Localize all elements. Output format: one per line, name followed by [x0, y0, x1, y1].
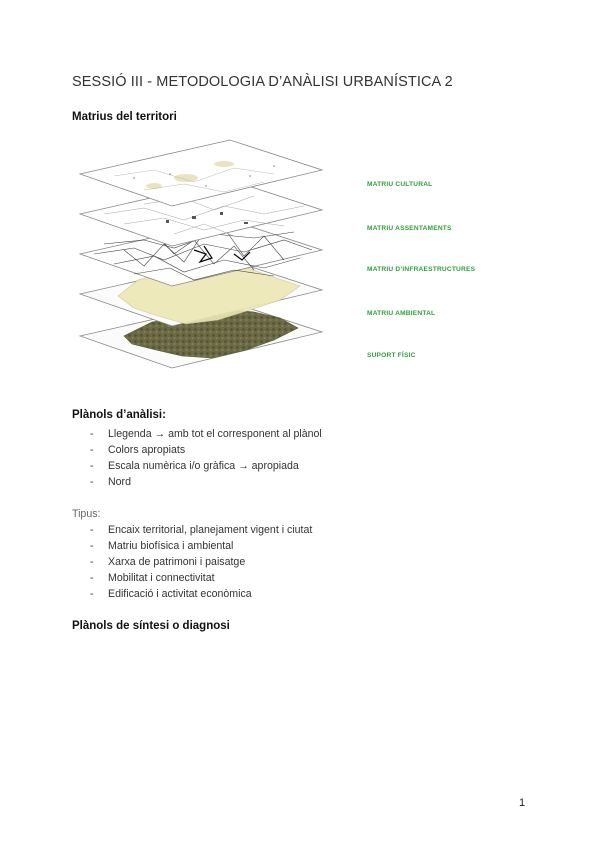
list-item: - Escala numèrica i/o gràfica → apropiada: [90, 458, 322, 474]
label-matriu-cultural: MATRIU CULTURAL: [367, 181, 433, 188]
territory-layers-figure: [74, 136, 514, 376]
section-heading-sintesi: Plànols de síntesi o diagnosi: [72, 620, 230, 632]
layers-illustration: [74, 136, 514, 376]
page-number: 1: [519, 797, 526, 809]
label-matriu-infraestructures: MATRIU D’INFRAESTRUCTURES: [367, 266, 476, 273]
list-item: - Llegenda → amb tot el corresponent al plànol: [90, 426, 322, 442]
section-heading-matrius: Matrius del territori: [72, 111, 177, 123]
label-matriu-assentaments: MATRIU ASSENTAMENTS: [367, 225, 452, 232]
tipus-label: Tipus:: [72, 508, 101, 520]
analysis-requirements-list: [90, 426, 322, 490]
tipus-list: [90, 522, 312, 602]
list-item: - Xarxa de patrimoni i paisatge: [90, 554, 312, 570]
list-item: - Edificació i activitat econòmica: [90, 586, 312, 602]
label-matriu-ambiental: MATRIU AMBIENTAL: [367, 310, 436, 317]
layer-matriu-cultural: [80, 140, 322, 206]
list-item: - Matriu biofísica i ambiental: [90, 538, 312, 554]
section-heading-planols-analisi: Plànols d’anàlisi:: [72, 409, 166, 421]
list-item: - Nord: [90, 474, 322, 490]
list-item: - Encaix territorial, planejament vigent i ciutat: [90, 522, 312, 538]
list-item: - Mobilitat i connectivitat: [90, 570, 312, 586]
page-title: SESSIÓ III - METODOLOGIA D’ANÀLISI URBANÍSTICA 2: [72, 74, 453, 90]
label-suport-fisic: SUPORT FÍSIC: [367, 352, 416, 359]
list-item: - Colors apropiats: [90, 442, 322, 458]
